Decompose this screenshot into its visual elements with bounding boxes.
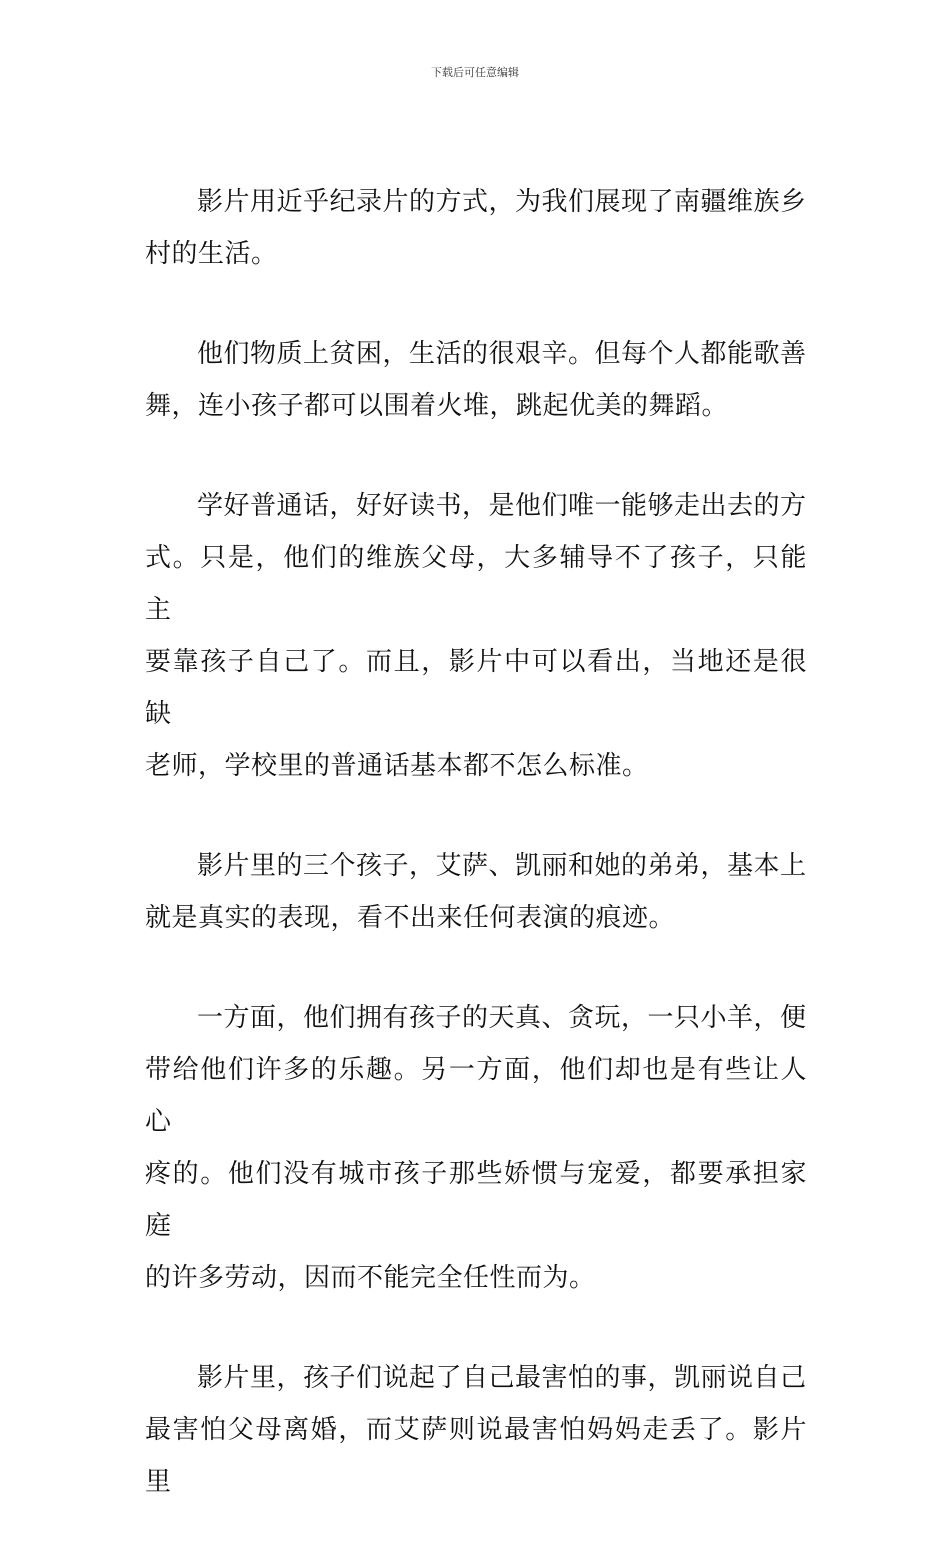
paragraph-2: 他们物质上贫困，生活的很艰辛。但每个人都能歌善 舞，连小孩子都可以围着火堆，跳起优美的舞蹈。 — [145, 339, 807, 421]
paragraph-6: 影片里，孩子们说起了自己最害怕的事，凯丽说自己 最害怕父母离婚，而艾萨则说最害怕妈妈走丢了。影片里 — [145, 1363, 807, 1497]
paragraph-1: 影片用近乎纪录片的方式，为我们展现了南疆维族乡 村的生活。 — [145, 187, 807, 269]
page-header: 下载后可任意编辑 — [431, 66, 519, 79]
document-body — [145, 176, 807, 1556]
paragraph-3: 学好普通话，好好读书，是他们唯一能够走出去的方 式。只是，他们的维族父母，大多辅导不了孩子，只能主 要靠孩子自己了。而且，影片中可以看出，当地还是很缺 老师，学校里的普通话基本都不怎么标准。 — [145, 491, 807, 781]
paragraph-4: 影片里的三个孩子，艾萨、凯丽和她的弟弟，基本上 就是真实的表现，看不出来任何表演的痕迹。 — [145, 851, 807, 933]
paragraph-5: 一方面，他们拥有孩子的天真、贪玩，一只小羊，便 带给他们许多的乐趣。另一方面，他们却也是有些让人心 疼的。他们没有城市孩子那些娇惯与宠爱，都要承担家庭 的许多劳动，因而不能完全任性而为。 — [145, 1003, 807, 1293]
